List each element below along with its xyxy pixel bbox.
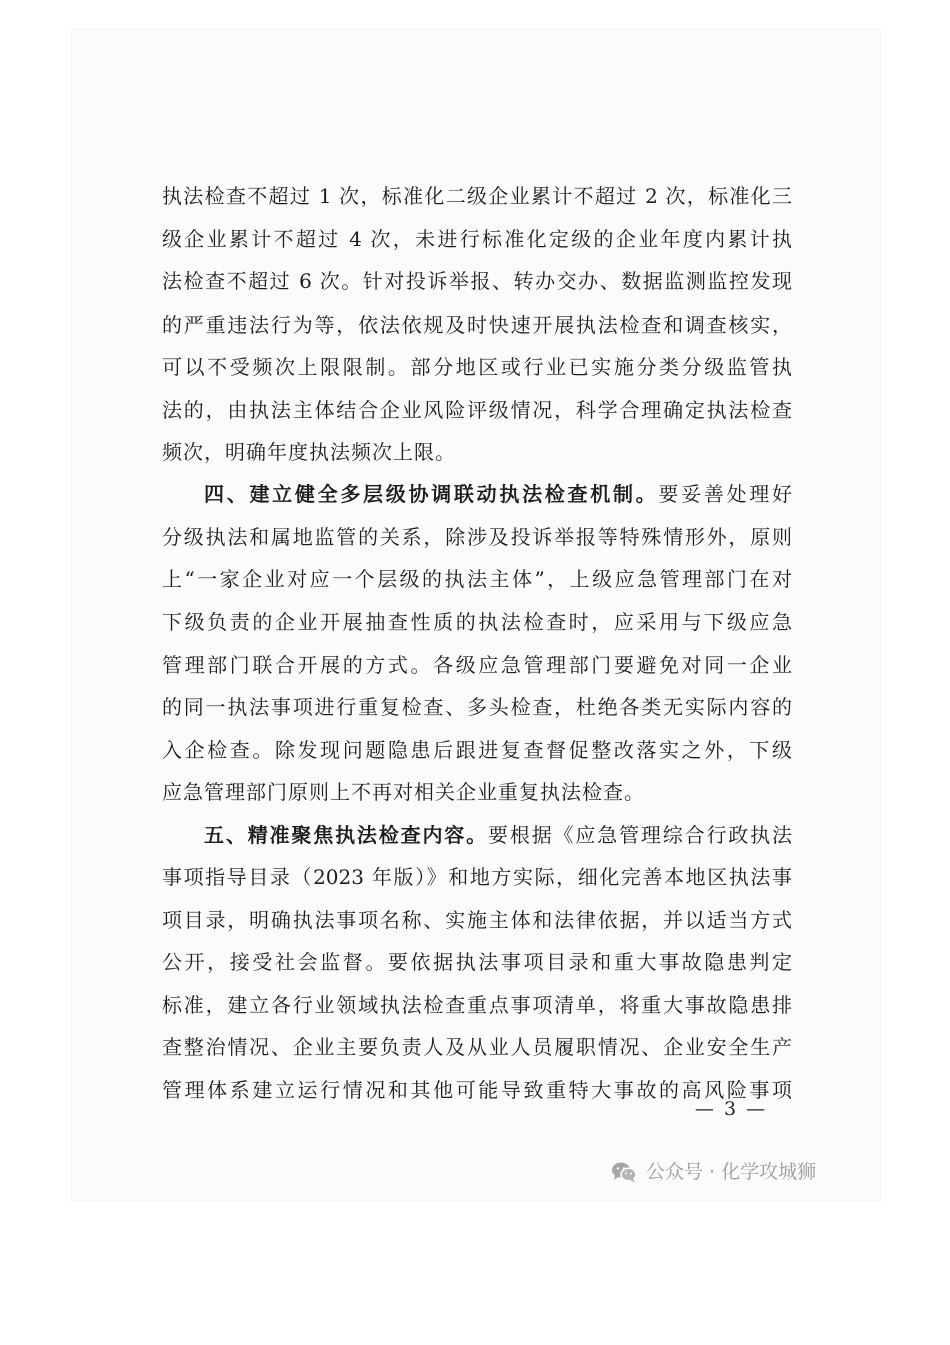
text-line: 事项指导目录（2023 年版）》和地方实际，细化完善本地区执法事 bbox=[162, 865, 792, 889]
text-line: 应急管理部门原则上不再对相关企业重复执法检查。 bbox=[162, 780, 645, 804]
section-4-text: 要妥善处理好 bbox=[658, 482, 793, 506]
section-5-text: 要根据《应急管理综合行政执法 bbox=[488, 823, 792, 847]
text-line: 法的，由执法主体结合企业风险评级情况，科学合理确定执法检查 bbox=[162, 398, 792, 422]
text-line: 管理部门联合开展的方式。各级应急管理部门要避免对同一企业 bbox=[162, 653, 792, 677]
text-line: 公开，接受社会监督。要依据执法事项目录和重大事故隐患判定 bbox=[162, 950, 792, 974]
page-number: — 3 — bbox=[694, 1098, 768, 1120]
watermark bbox=[610, 1158, 816, 1186]
watermark-text: 公众号 · 化学攻城狮 bbox=[646, 1161, 817, 1183]
text-line: 可以不受频次上限限制。部分地区或行业已实施分类分级监管执 bbox=[162, 355, 792, 379]
text-line: 入企检查。除发现问题隐患后跟进复查督促整改落实之外，下级 bbox=[162, 738, 792, 762]
text-line: 执法检查不超过 1 次，标准化二级企业累计不超过 2 次，标准化三 bbox=[162, 184, 792, 208]
text-line: 查整治情况、企业主要负责人及从业人员履职情况、企业安全生产 bbox=[162, 1035, 792, 1059]
text-line: 级企业累计不超过 4 次，未进行标准化定级的企业年度内累计执 bbox=[162, 227, 792, 251]
text-line: 分级执法和属地监管的关系，除涉及投诉举报等特殊情形外，原则 bbox=[162, 525, 792, 549]
section-4-first-line bbox=[204, 479, 792, 509]
text-line: 频次，明确年度执法频次上限。 bbox=[162, 440, 456, 464]
text-line: 下级负责的企业开展抽查性质的执法检查时，应采用与下级应急 bbox=[162, 610, 792, 634]
text-line: 的同一执法事项进行重复检查、多头检查，杜绝各类无实际内容的 bbox=[162, 695, 792, 719]
section-4-heading: 四、建立健全多层级协调联动执法检查机制。 bbox=[204, 482, 659, 506]
text-line: 项目录，明确执法事项名称、实施主体和法律依据，并以适当方式 bbox=[162, 908, 792, 932]
text-line: 标准，建立各行业领域执法检查重点事项清单，将重大事故隐患排 bbox=[162, 993, 792, 1017]
wechat-icon bbox=[610, 1160, 638, 1184]
section-5-first-line bbox=[204, 820, 792, 850]
text-line: 上“一家企业对应一个层级的执法主体”，上级应急管理部门在对 bbox=[162, 567, 792, 591]
text-line: 管理体系建立运行情况和其他可能导致重特大事故的高风险事项 bbox=[162, 1078, 792, 1102]
text-line: 法检查不超过 6 次。针对投诉举报、转办交办、数据监测监控发现 bbox=[162, 269, 792, 293]
text-line: 的严重违法行为等，依法依规及时快速开展执法检查和调查核实， bbox=[162, 313, 792, 337]
section-5-heading: 五、精准聚焦执法检查内容。 bbox=[204, 823, 488, 847]
